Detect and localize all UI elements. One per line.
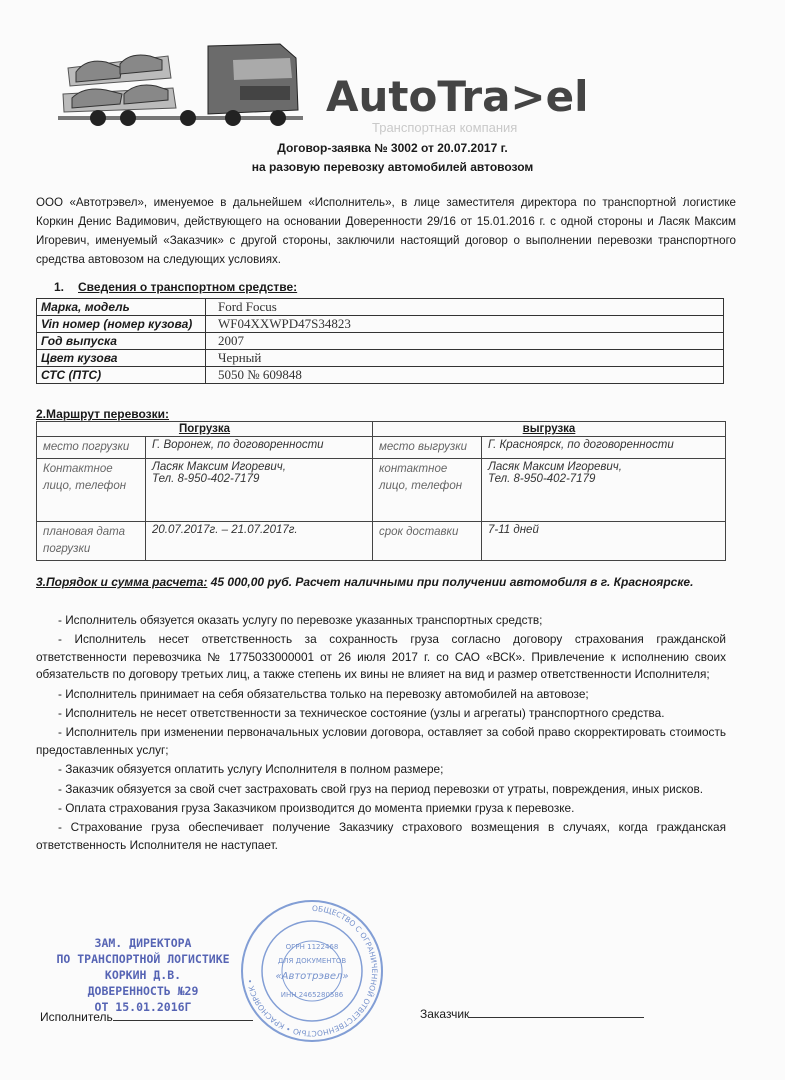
section1-number: 1. [54,280,65,294]
contract-title: Договор-заявка № 3002 от 20.07.2017 г. [277,141,508,155]
table-row [37,437,726,459]
stamp-line: ОТ 15.01.2016Г [94,1000,192,1014]
vehicle-label: Vin номер (номер кузова) [37,316,206,333]
table-row [37,459,726,522]
vehicle-value: WF04XXWPD47S34823 [206,316,724,333]
vehicle-value: 5050 № 609848 [206,367,724,384]
term-item: - Оплата страхования груза Заказчиком производится до момента приемки груза к перевозке. [58,801,575,816]
seal-docs: ДЛЯ ДОКУМЕНТОВ [277,957,347,965]
stamp-line: ПО ТРАНСПОРТНОЙ ЛОГИСТИКЕ [56,952,230,966]
section3-text: 45 000,00 руб. Расчет наличными при получении автомобиля в г. Красноярске. [207,575,694,589]
table-row [37,367,724,384]
term-item: - Исполнитель при изменении первоначальных условии договора, оставляет за собой право скорректировать стоимость предоставленных услуг; [36,725,726,757]
section3-title: 3.Порядок и сумма расчета: [36,575,208,589]
table-row [37,299,724,316]
contact-phone: Тел. 8-950-402-7179 [488,473,596,485]
truck-logo-image [58,38,303,130]
unload-column-header: выгрузка [373,422,726,437]
vehicle-label: Марка, модель [37,299,206,316]
contact-name: Ласяк Максим Игоревич, [488,461,622,473]
section3-payment [36,575,693,589]
executor-signature [40,1010,253,1024]
route-value [482,459,726,522]
load-column-header: Погрузка [37,422,373,437]
section1-title: Сведения о транспортном средстве: [78,280,298,294]
customer-signature [420,1007,644,1021]
route-label: контактное лицо, телефон [373,459,482,522]
route-value [146,459,373,522]
term-item: - Исполнитель обязуется оказать услугу по перевозке указанных транспортных средств; [58,613,543,627]
route-value: Г. Красноярск, по договоренности [482,437,726,459]
section2-heading: 2.Маршрут перевозки: [36,407,170,421]
route-value: Г. Воронеж, по договоренности [146,437,373,459]
term-item: - Исполнитель несет ответственность за сохранность груза согласно договору страхования гражданской ответственности перевозчика № 1775033000001 от 26 июля 2017 г. со САО «ВСК». Привлечение к исполнению своих обязательств по договору третьих лиц, а также степень их вины не влияет на вид и размер ответственности Исполнителя; [36,632,726,682]
route-table [36,421,726,561]
vehicle-label: СТС (ПТС) [37,367,206,384]
brand-subtitle: Транспортная компания [372,120,518,135]
signature-line [469,1017,644,1018]
contract-subtitle: на разовую перевозку автомобилей автовозом [251,160,534,174]
vehicle-value: 2007 [206,333,724,350]
brand-logo-text: AutoTra>el [326,72,589,121]
route-value: 20.07.2017г. – 21.07.2017г. [146,522,373,561]
executor-stamp [38,935,248,1015]
company-seal [238,897,386,1045]
table-row [37,316,724,333]
vehicle-label: Год выпуска [37,333,206,350]
seal-ogrn: ОГРН 1122468 [285,943,339,951]
term-item: - Исполнитель не несет ответственности за техническое состояние (узлы и агрегаты) транспортного средства. [58,706,665,721]
stamp-line: ЗАМ. ДИРЕКТОРА [94,936,192,950]
seal-ring-text: ОБЩЕСТВО С ОГРАНИЧЕННОЙ ОТВЕТСТВЕННОСТЬЮ • КРАСНОЯРСК • [245,903,379,1039]
table-row [37,522,726,561]
table-row [37,333,724,350]
signature-line [113,1020,253,1021]
term-item: - Страхование груза обеспечивает получение Заказчику страхового возмещения в случаях, когда гражданская ответственность Исполнителя не наступает. [36,820,726,852]
intro-paragraph: ООО «Автотрэвел», именуемое в дальнейшем «Исполнитель», в лице заместителя директора по транспортной логистике Коркин Денис Вадимович, действующего на основании Доверенности 29/16 от 15.01.2016 г. с одной стороны и Ласяк Максим Игоревич, именуемый «Заказчик» с другой стороны, заключили настоящий договор о выполнении перевозки транспортного средства автовозом на следующих условиях. [36,196,736,266]
table-row [37,350,724,367]
term-item: - Исполнитель принимает на себя обязательства только на перевозку автомобилей на автовозе; [58,686,589,701]
customer-label: Заказчик [420,1007,470,1021]
stamp-line: ДОВЕРЕННОСТЬ №29 [87,984,199,998]
contact-name: Ласяк Максим Игоревич, [152,461,286,473]
term-item: - Заказчик обязуется оплатить услугу Исполнителя в полном размере; [58,762,444,777]
contact-phone: Тел. 8-950-402-7179 [152,473,260,485]
route-label: место выгрузки [373,437,482,459]
route-label: место погрузки [37,437,146,459]
stamp-line: КОРКИН Д.В. [104,968,182,982]
vehicle-label: Цвет кузова [37,350,206,367]
route-label: срок доставки [373,522,482,561]
terms-list [36,612,726,856]
section1-heading [54,280,297,294]
vehicle-value: Черный [206,350,724,367]
vehicle-value: Ford Focus [206,299,724,316]
seal-inn: ИНН 2465280586 [280,991,344,999]
executor-label: Исполнитель [40,1010,113,1024]
route-label: плановая дата погрузки [37,522,146,561]
seal-center-name: «Автотрэвел» [275,971,349,982]
table-row [37,422,726,437]
term-item: - Заказчик обязуется за свой счет застраховать свой груз на период перевозки от утраты, повреждения, иных рисков. [58,781,704,796]
route-label: Контактное лицо, телефон [37,459,146,522]
vehicle-table [36,298,724,384]
route-value: 7-11 дней [482,522,726,561]
